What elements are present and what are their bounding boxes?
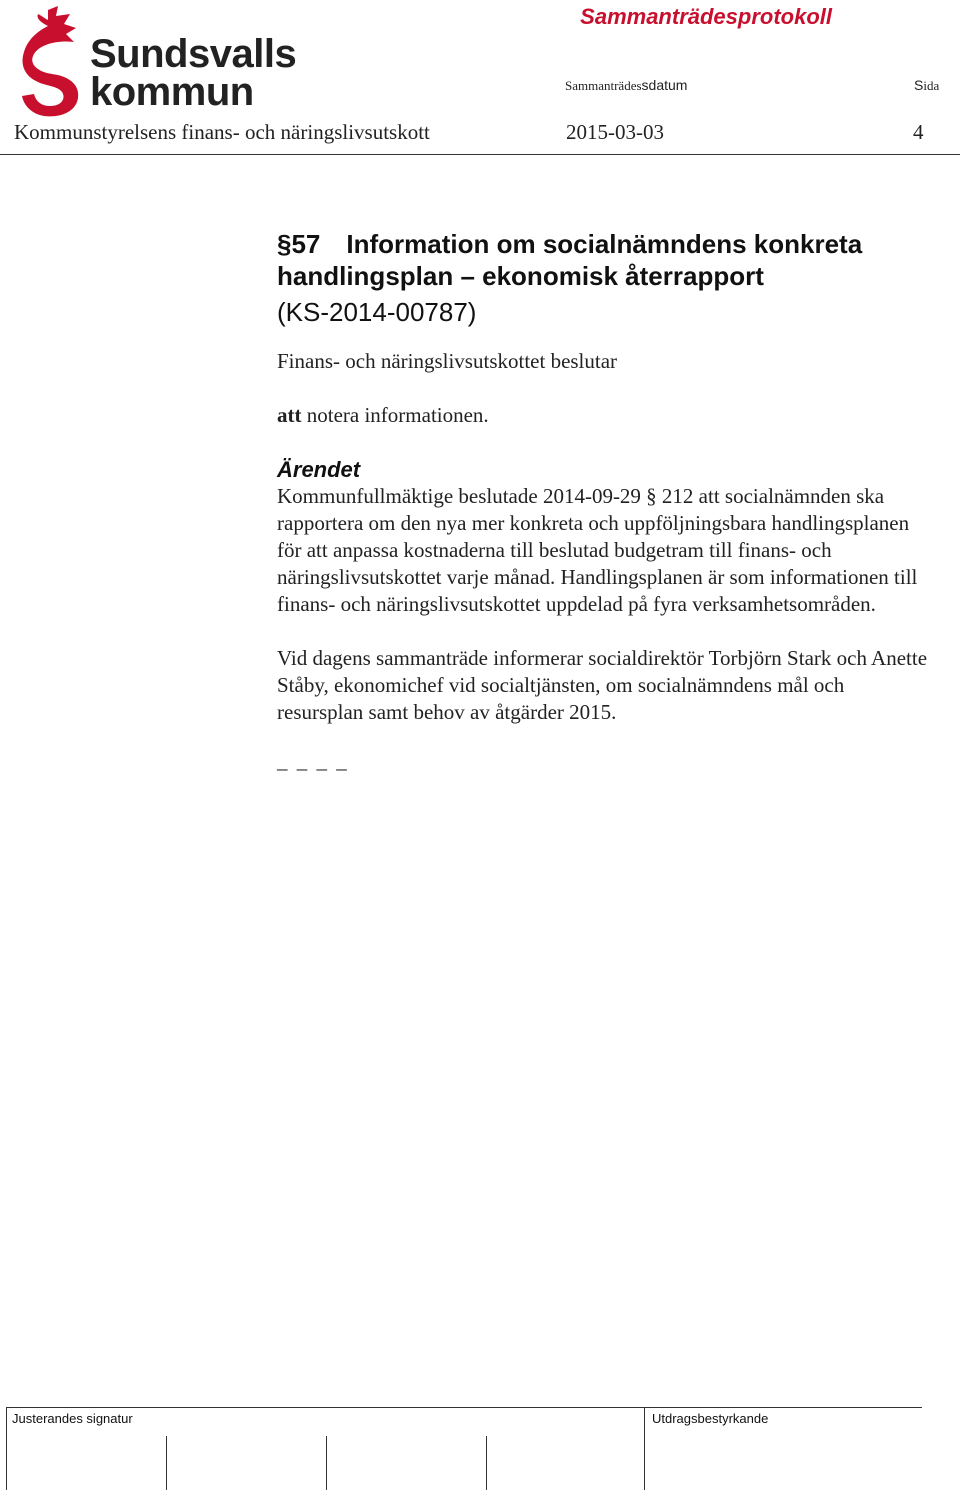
page-label	[914, 77, 939, 94]
logo-text-sundsvalls: Sundsvalls	[90, 32, 297, 76]
signature-box-2-divider	[326, 1436, 327, 1490]
meeting-date-label-part1: Sammanträdes	[565, 78, 642, 93]
section-title: Information om socialnämndens konkreta handlingsplan – ekonomisk återrapport	[277, 229, 863, 291]
extract-label: Utdragsbestyrkande	[652, 1411, 769, 1426]
signature-left-border	[6, 1408, 7, 1490]
paragraph-2: Vid dagens sammanträde informerar socialdirektör Torbjörn Stark och Anette Ståby, ekonomichef vid socialtjänsten, om socialnämndens mål och resursplan samt behov av åtgärder 2015.	[277, 646, 928, 724]
page-number: 4	[913, 120, 924, 144]
section-end-mark: – – – –	[277, 756, 349, 780]
extract-divider	[644, 1408, 645, 1490]
meeting-date-label	[565, 77, 687, 94]
arende-heading: Ärendet	[277, 457, 361, 482]
decision-heading: Finans- och näringslivsutskottet beslutar	[277, 349, 618, 373]
section-heading	[277, 228, 927, 292]
committee-name: Kommunstyrelsens finans- och näringslivsutskott	[14, 120, 430, 144]
meeting-date-label-part2: sdatum	[641, 77, 688, 93]
meeting-date: 2015-03-03	[566, 120, 664, 144]
signature-box-3-divider	[486, 1436, 487, 1490]
signature-box-1-divider	[166, 1436, 167, 1490]
case-id: (KS-2014-00787)	[277, 297, 477, 327]
header-divider	[0, 154, 960, 155]
municipality-logo	[18, 6, 308, 118]
dragon-emblem-icon	[18, 6, 84, 118]
minutes-section	[277, 228, 927, 781]
page-label-part2: ida	[923, 78, 940, 93]
decision-body: notera informationen.	[301, 403, 489, 427]
page-label-part1: S	[914, 77, 924, 93]
decision-att: att	[277, 403, 302, 427]
section-number: §57	[277, 229, 321, 259]
logo-text-kommun: kommun	[90, 70, 254, 114]
signature-table	[6, 1407, 922, 1490]
paragraph-1: Kommunfullmäktige beslutade 2014-09-29 § 212 att socialnämnden ska rapportera om den nya mer konkreta och uppföljningsbara handlingsplanen för att anpassa kostnaderna till beslutad budgetram till finans- och näringslivsutskottet varje månad. Handlingsplanen är som informationen till finans- och näringslivsutskottet uppdelad på fyra verksamhetsområden.	[277, 484, 918, 616]
signature-label: Justerandes signatur	[12, 1411, 133, 1426]
document-type: Sammanträdesprotokoll	[580, 4, 832, 29]
decision-text	[277, 402, 927, 429]
